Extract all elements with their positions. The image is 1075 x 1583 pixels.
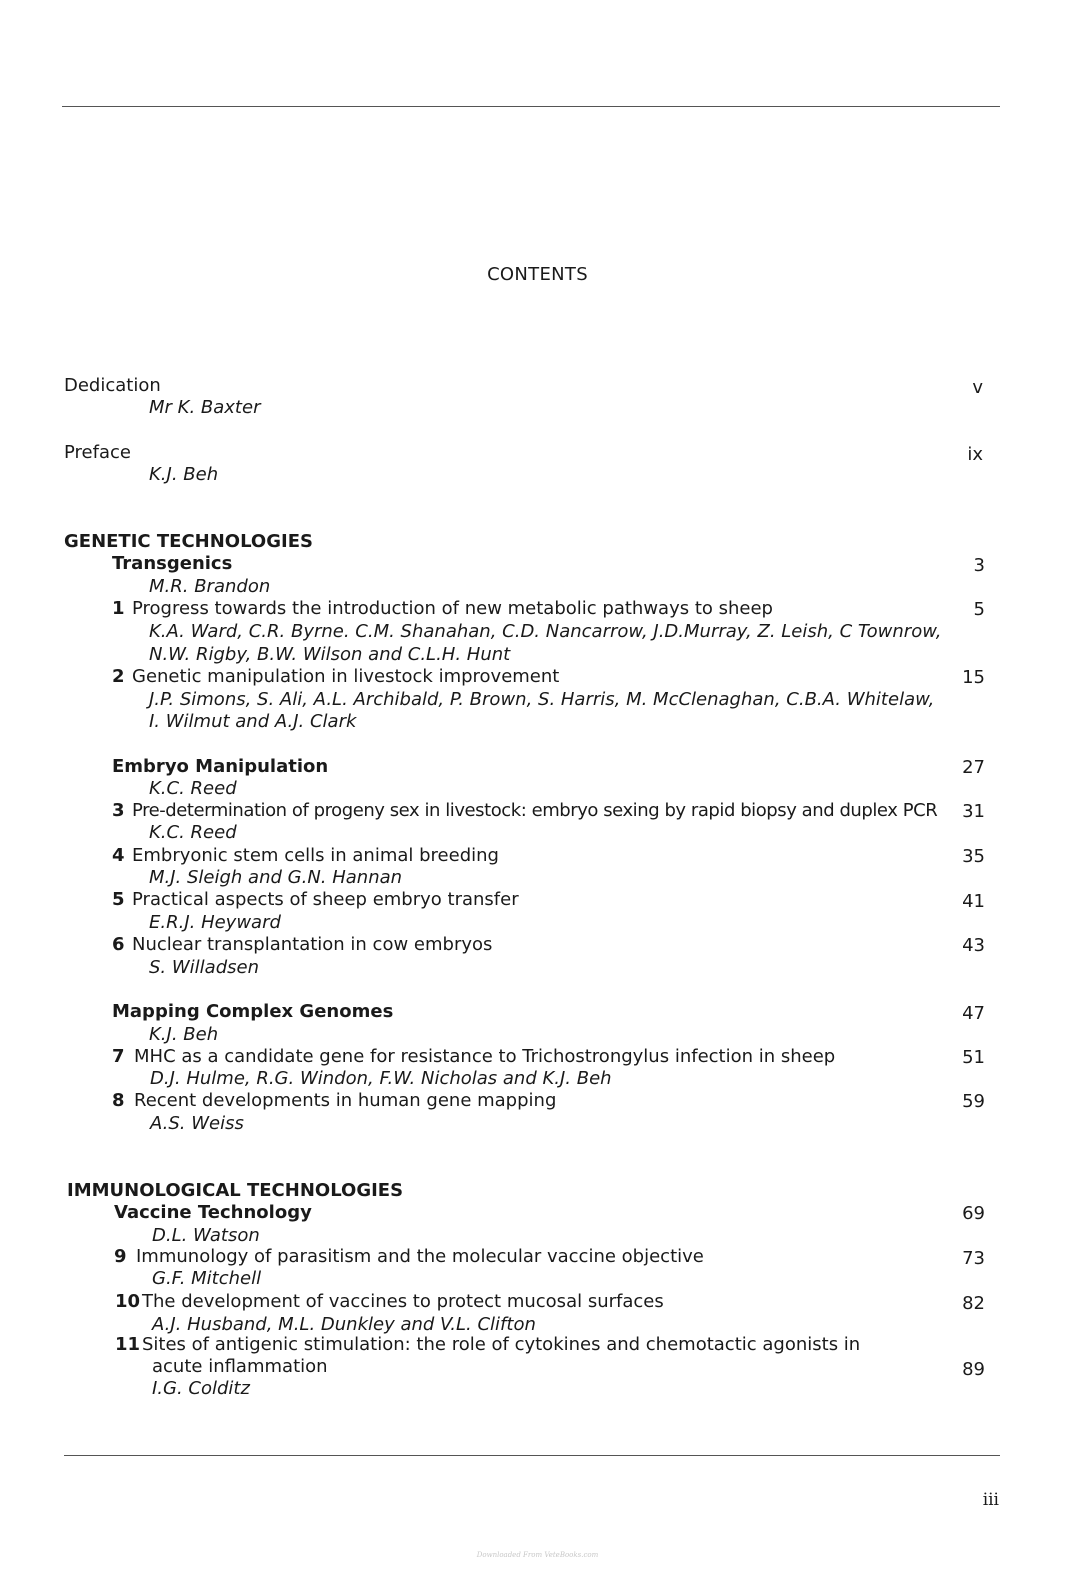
front-label-preface: Preface (64, 442, 131, 463)
chapter-title: 11 Sites of antigenic stimulation: the role of cytokines and chemotactic agonists in (115, 1334, 861, 1355)
chapter-number: 11 (115, 1334, 141, 1355)
chapter-authors: K.C. Reed (149, 822, 237, 843)
chapter-authors: E.R.J. Heyward (149, 912, 281, 933)
chapter-number: 2 (112, 666, 125, 687)
front-page-preface: ix (967, 444, 983, 465)
chapter-page: 15 (962, 667, 985, 688)
chapter-title: 4 Embryonic stem cells in animal breeding (112, 845, 499, 866)
chapter-number: 8 (112, 1090, 125, 1111)
chapter-title: 6 Nuclear transplantation in cow embryos (112, 934, 493, 955)
subsection-page: 69 (962, 1203, 985, 1224)
section-heading: IMMUNOLOGICAL TECHNOLOGIES (67, 1180, 404, 1201)
chapter-number: 5 (112, 889, 125, 910)
chapter-title: 7 MHC as a candidate gene for resistance to Trichostrongylus infection in sheep (112, 1046, 836, 1067)
chapter-page: 89 (962, 1359, 985, 1380)
chapter-page: 59 (962, 1091, 985, 1112)
bottom-rule (64, 1455, 1000, 1456)
chapter-page: 51 (962, 1047, 985, 1068)
chapter-authors: M.J. Sleigh and G.N. Hannan (149, 867, 403, 888)
subsection-editor: K.C. Reed (149, 778, 237, 799)
chapter-number: 1 (112, 598, 125, 619)
subsection-page: 27 (962, 757, 985, 778)
chapter-title: 3 Pre-determination of progeny sex in livestock: embryo sexing by rapid biopsy and duplex PCR (112, 800, 938, 821)
chapter-number: 3 (112, 800, 125, 821)
chapter-page: 5 (973, 599, 985, 620)
chapter-number: 6 (112, 934, 125, 955)
section-heading: GENETIC TECHNOLOGIES (64, 531, 313, 552)
subsection-editor: K.J. Beh (149, 1024, 219, 1045)
page-title: CONTENTS (487, 264, 588, 285)
chapter-authors: N.W. Rigby, B.W. Wilson and C.L.H. Hunt (149, 644, 511, 665)
chapter-title: 1 Progress towards the introduction of new metabolic pathways to sheep (112, 598, 773, 619)
chapter-title: 9 Immunology of parasitism and the molecular vaccine objective (114, 1246, 704, 1267)
chapter-authors: A.J. Husband, M.L. Dunkley and V.L. Clifton (152, 1314, 536, 1335)
page-number: iii (982, 1490, 999, 1510)
subsection-title: Transgenics (112, 553, 233, 574)
chapter-title-continued: acute inflammation (152, 1356, 328, 1377)
subsection-page: 3 (973, 555, 985, 576)
chapter-title: 10 The development of vaccines to protect mucosal surfaces (115, 1291, 664, 1312)
subsection-title: Mapping Complex Genomes (112, 1001, 394, 1022)
subsection-title: Vaccine Technology (114, 1202, 312, 1223)
chapter-authors: G.F. Mitchell (152, 1268, 262, 1289)
chapter-authors: I. Wilmut and A.J. Clark (149, 711, 357, 732)
chapter-page: 35 (962, 846, 985, 867)
top-rule (62, 106, 1000, 107)
front-page-dedication: v (972, 377, 983, 398)
front-author-preface: K.J. Beh (149, 464, 219, 485)
chapter-authors: A.S. Weiss (150, 1113, 244, 1134)
subsection-page: 47 (962, 1003, 985, 1024)
chapter-number: 4 (112, 845, 125, 866)
subsection-editor: M.R. Brandon (149, 576, 271, 597)
chapter-title: 2 Genetic manipulation in livestock improvement (112, 666, 560, 687)
chapter-authors: D.J. Hulme, R.G. Windon, F.W. Nicholas and K.J. Beh (150, 1068, 612, 1089)
chapter-page: 73 (962, 1248, 985, 1269)
chapter-number: 9 (114, 1246, 127, 1267)
chapter-page: 43 (962, 935, 985, 956)
chapter-title: 8 Recent developments in human gene mapping (112, 1090, 557, 1111)
chapter-title: 5 Practical aspects of sheep embryo transfer (112, 889, 519, 910)
chapter-page: 31 (962, 801, 985, 822)
chapter-number: 10 (115, 1291, 141, 1312)
chapter-page: 82 (962, 1293, 985, 1314)
subsection-title: Embryo Manipulation (112, 756, 329, 777)
front-author-dedication: Mr K. Baxter (149, 397, 261, 418)
chapter-authors: J.P. Simons, S. Ali, A.L. Archibald, P. Brown, S. Harris, M. McClenaghan, C.B.A. Whitelaw, (149, 689, 935, 710)
chapter-page: 41 (962, 891, 985, 912)
subsection-editor: D.L. Watson (152, 1225, 260, 1246)
footer-watermark: Downloaded From VetеBooks.com (476, 1551, 599, 1559)
chapter-authors: K.A. Ward, C.R. Byrne. C.M. Shanahan, C.D. Nancarrow, J.D.Murray, Z. Leish, C Townrow, (149, 621, 942, 642)
front-label-dedication: Dedication (64, 375, 161, 396)
chapter-number: 7 (112, 1046, 125, 1067)
chapter-authors: I.G. Colditz (152, 1378, 250, 1399)
chapter-authors: S. Willadsen (149, 957, 259, 978)
